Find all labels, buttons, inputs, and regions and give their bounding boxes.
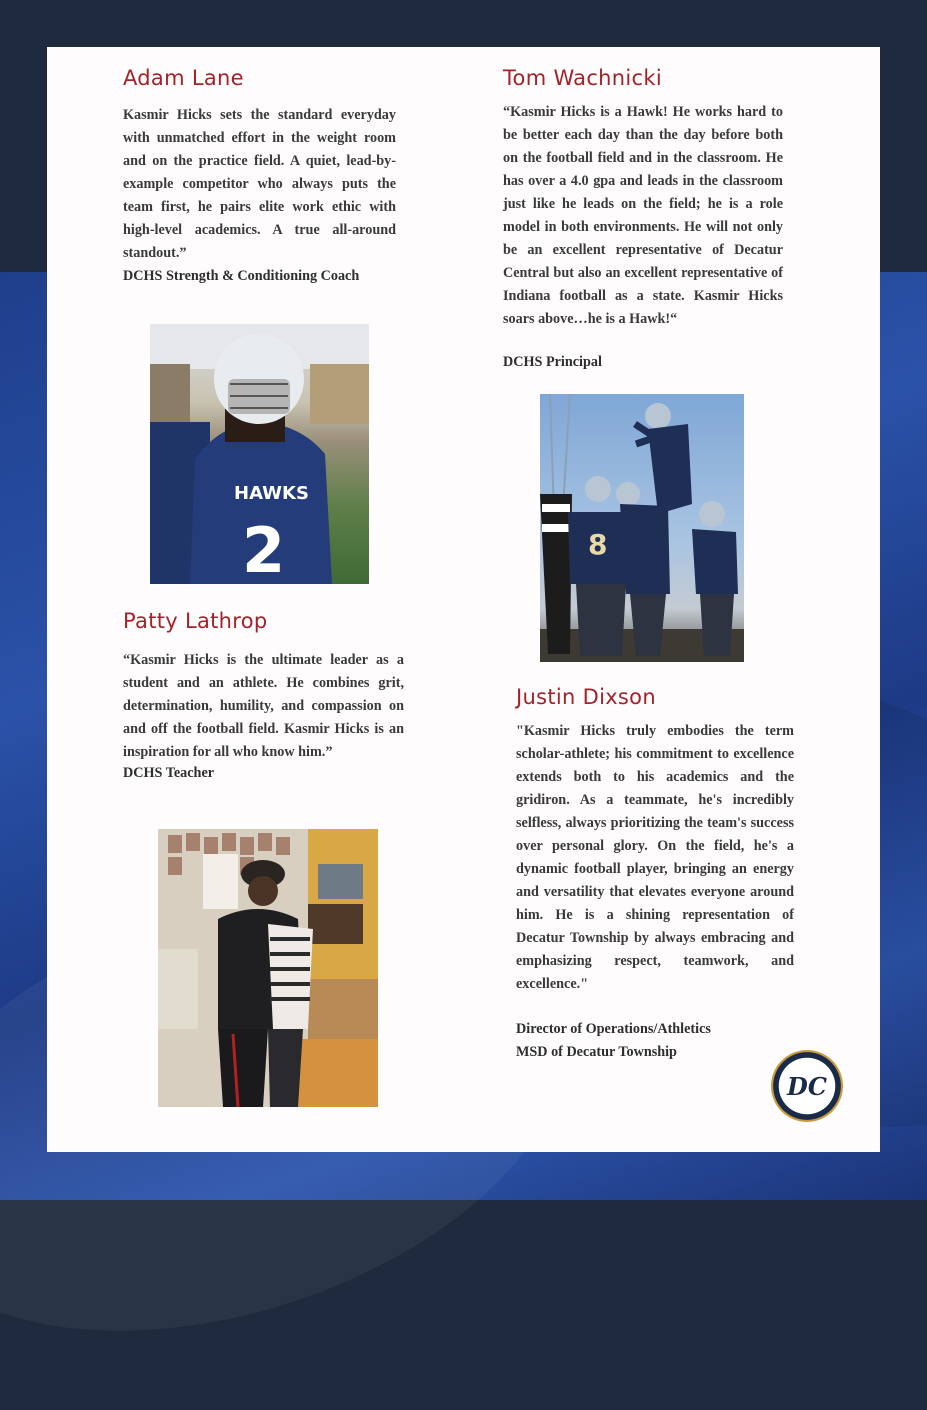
attribution-justin-dixson-line2: MSD of Decatur Township [516,1044,677,1060]
attribution-adam-lane: DCHS Strength & Conditioning Coach [123,268,360,284]
school-logo-text: DC [787,1072,827,1101]
photo-classroom [158,829,378,1107]
quote-adam-lane: Kasmir Hicks sets the standard everyday with unmatched effort in the weight room and on the practice field. A quiet, lead-by-example competitor who always puts the team first, he pairs elite work ethic with high-level academics. A true all-around standout.” [123,107,396,261]
jersey-number: 2 [242,514,286,584]
recommendation-card [47,47,880,1152]
quote-tom-wachnicki: “Kasmir Hicks is a Hawk! He works hard to be better each day than the day before both on the football field and in the classroom. He has over a 4.0 gpa and leads in the classroom just like he leads on the field; he is a role model in both environments. He will not only be an excellent representative of Decatur Central but also an excellent representative of Indiana football as a state. Kasmir Hicks soars above…he is a Hawk!“ [503,104,783,327]
attribution-justin-dixson-line1: Director of Operations/Athletics [516,1021,711,1037]
school-logo-mark [785,1064,829,1108]
name-adam-lane: Adam Lane [123,66,244,90]
photo-player-jersey-art [150,324,369,584]
attribution-tom-wachnicki: DCHS Principal [503,354,602,370]
school-logo [771,1050,843,1122]
attribution-patty-lathrop: DCHS Teacher [123,765,215,781]
quote-justin-dixson: "Kasmir Hicks truly embodies the term scholar-athlete; his commitment to excellence extends both to his academics and the gridiron. As a teammate, he's incredibly selfless, always prioritizing the team's success over personal glory. On the field, he's a dynamic football player, bringing an energy and versatility that elevates everyone around him. He is a shining representation of Decatur Township by always embracing and emphasizing respect, teamwork, and excellence." [516,723,794,992]
name-patty-lathrop: Patty Lathrop [123,609,268,633]
name-tom-wachnicki: Tom Wachnicki [503,66,662,90]
photo-team-celebration [540,394,744,662]
quote-patty-lathrop: “Kasmir Hicks is the ultimate leader as a student and an athlete. He combines grit, determination, humility, and compassion on and off the football field. Kasmir Hicks is an inspiration for all who know him.” [123,652,404,760]
name-justin-dixson: Justin Dixson [516,685,656,709]
photo-classroom-art [158,829,378,1107]
photo-player-jersey [150,324,369,584]
celebration-jersey-number: 8 [588,528,608,561]
jersey-team-text: HAWKS [234,483,309,504]
photo-team-celebration-art [540,394,744,662]
